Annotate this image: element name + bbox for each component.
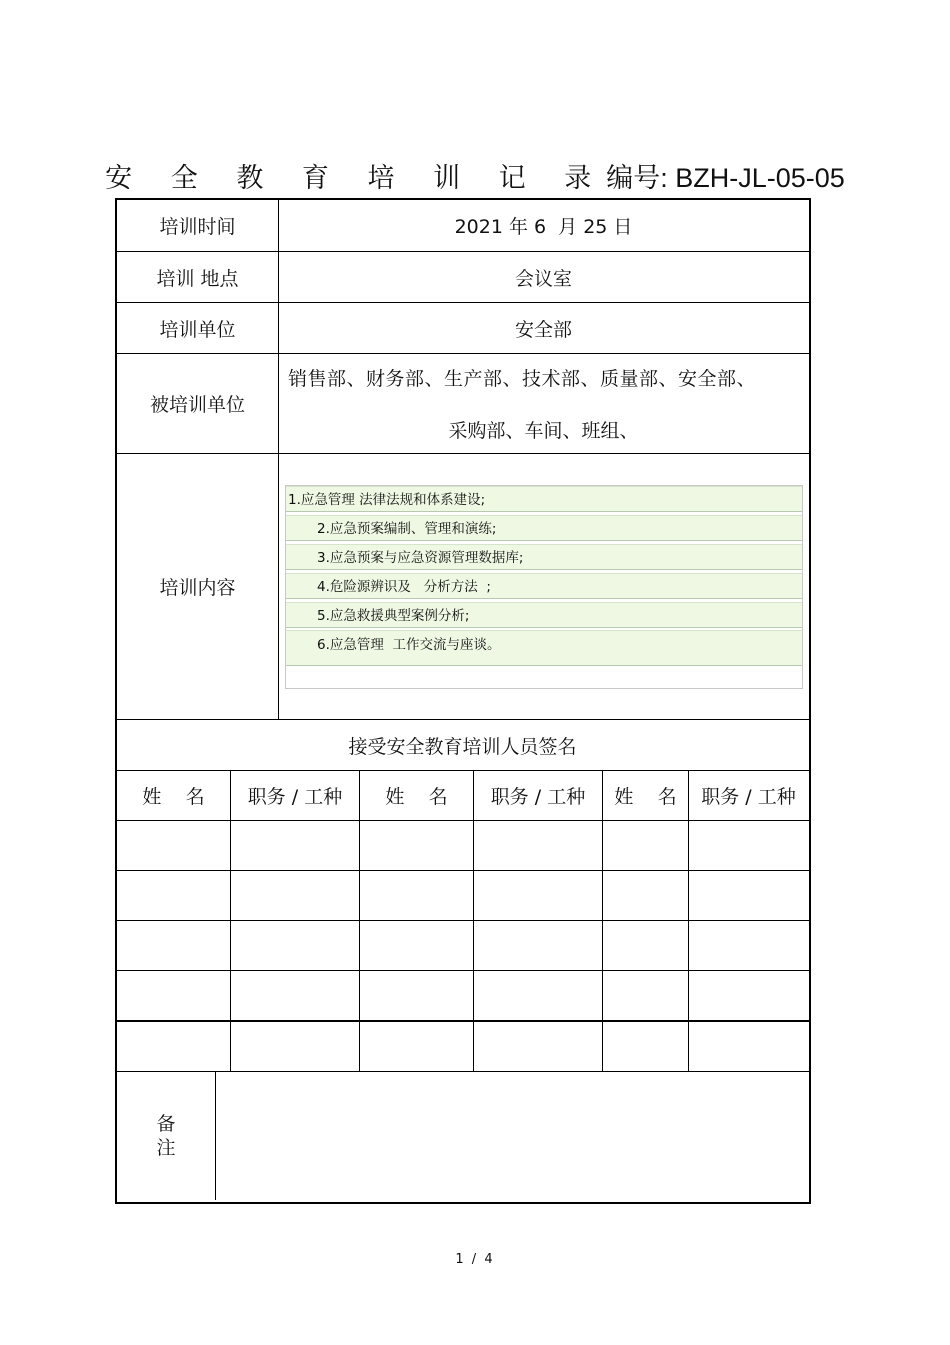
training-content-label: 培训内容: [159, 577, 236, 599]
signature-cell[interactable]: [117, 871, 230, 920]
signature-cell[interactable]: [360, 971, 473, 1020]
trainee-units-line: 采购部、车间、班组、: [448, 420, 639, 442]
signature-cell[interactable]: [360, 1022, 473, 1071]
trainee-units-value: [279, 354, 808, 453]
signature-cell[interactable]: [117, 1022, 230, 1071]
content-item: 2.应急预案编制、管理和演练;: [286, 515, 802, 541]
signature-cell[interactable]: [603, 871, 688, 920]
remarks-label-text: 备注: [156, 1113, 176, 1159]
header-name: 姓 名: [614, 786, 677, 808]
signature-cell[interactable]: [689, 871, 808, 920]
content-item: 6.应急管理 工作交流与座谈。: [286, 630, 802, 666]
trainee-units-line: 销售部、财务部、生产部、技术部、质量部、安全部、: [288, 368, 757, 390]
signature-cell[interactable]: [231, 821, 359, 870]
training-location-value: 会议室: [514, 267, 572, 290]
signature-cell[interactable]: [603, 821, 688, 870]
signature-cell[interactable]: [117, 921, 230, 970]
content-item: 3.应急预案与应急资源管理数据库;: [286, 544, 802, 570]
signature-section-title: 接受安全教育培训人员签名: [348, 735, 577, 758]
training-unit-label: 培训单位: [159, 318, 236, 341]
signature-cell[interactable]: [117, 821, 230, 870]
signature-cell[interactable]: [360, 821, 473, 870]
signature-cell[interactable]: [360, 921, 473, 970]
trainee-units-label: 被培训单位: [149, 394, 245, 416]
content-item: 5.应急救援典型案例分析;: [286, 602, 802, 628]
page-number: 1 / 4: [455, 1252, 495, 1267]
signature-cell[interactable]: [231, 871, 359, 920]
header-name: 姓 名: [142, 786, 205, 808]
signature-cell[interactable]: [474, 971, 602, 1020]
signature-cell[interactable]: [117, 971, 230, 1020]
training-time-value: 2021 年 6 月 25 日: [454, 216, 633, 238]
training-unit-value: 安全部: [514, 318, 572, 341]
signature-cell[interactable]: [360, 871, 473, 920]
remarks-field[interactable]: [216, 1072, 808, 1200]
remarks-label: [117, 1072, 215, 1200]
header-position: 职务 / 工种: [247, 786, 343, 808]
signature-cell[interactable]: [231, 921, 359, 970]
signature-cell[interactable]: [474, 871, 602, 920]
document-code: 编号: BZH-JL-05-05: [606, 163, 845, 193]
header-position: 职务 / 工种: [490, 786, 586, 808]
signature-cell[interactable]: [474, 821, 602, 870]
signature-cell[interactable]: [689, 821, 808, 870]
content-item: 4.危险源辨识及 分析方法 ;: [286, 573, 802, 599]
signature-cell[interactable]: [603, 921, 688, 970]
signature-cell[interactable]: [689, 921, 808, 970]
training-location-label: 培训 地点: [156, 267, 239, 290]
header-position: 职务 / 工种: [701, 786, 796, 808]
signature-cell[interactable]: [474, 921, 602, 970]
signature-cell[interactable]: [603, 971, 688, 1020]
header-name: 姓 名: [385, 786, 448, 808]
document-title: [0, 158, 950, 199]
title-text: 安 全 教 育 培 训 记 录: [105, 163, 607, 194]
signature-cell[interactable]: [603, 1022, 688, 1071]
training-content-list: [285, 485, 803, 689]
signature-cell[interactable]: [689, 1022, 808, 1071]
signature-cell[interactable]: [474, 1022, 602, 1071]
content-item: 1.应急管理 法律法规和体系建设;: [286, 486, 802, 512]
signature-cell[interactable]: [689, 971, 808, 1020]
signature-cell[interactable]: [231, 971, 359, 1020]
signature-cell[interactable]: [231, 1022, 359, 1071]
training-time-label: 培训时间: [159, 216, 236, 238]
